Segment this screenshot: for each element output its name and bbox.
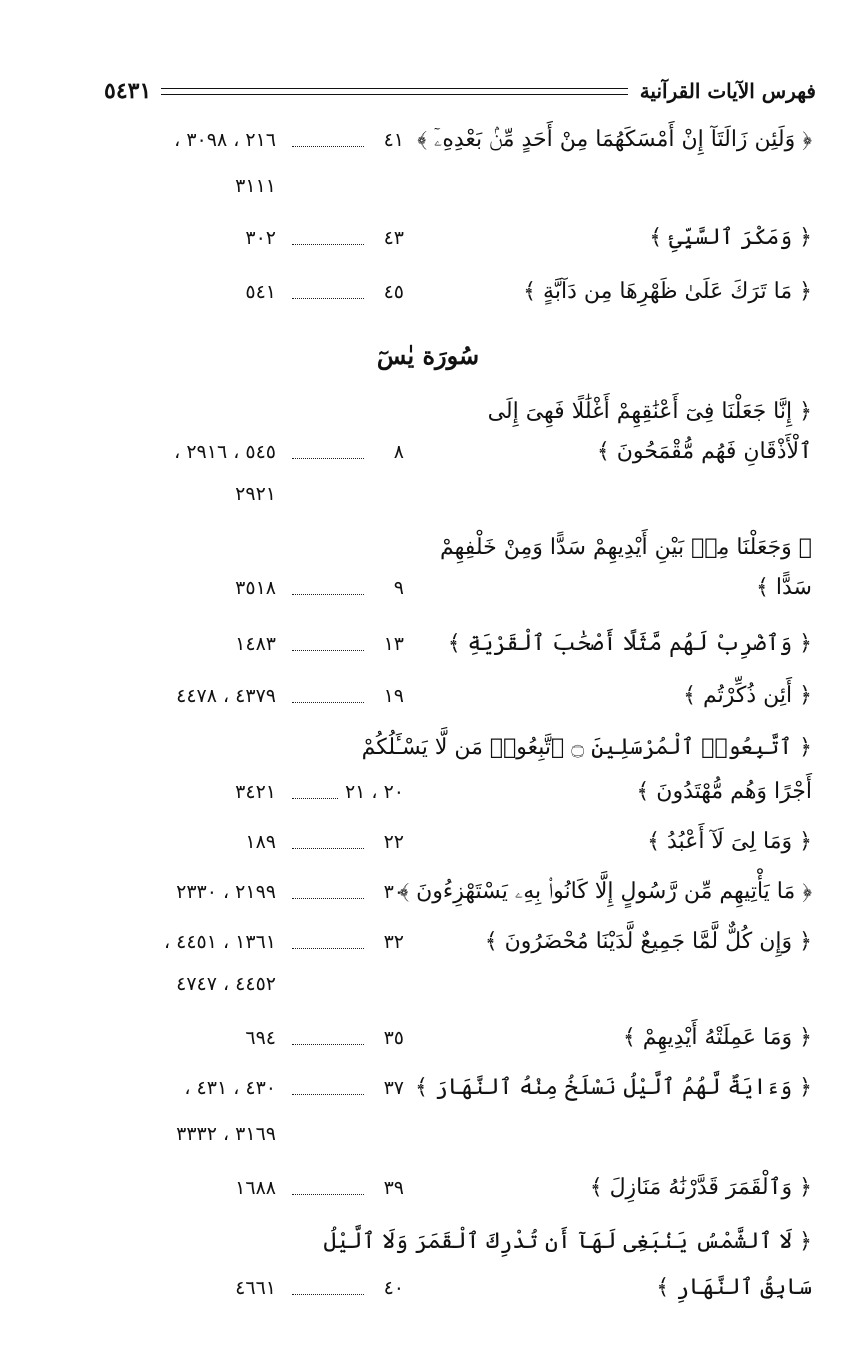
ayah-text: ﴿ وَٱلْقَمَرَ قَدَّرْنَٰهُ مَنَازِلَ ﴾ [589, 1175, 812, 1200]
index-entry-continuation [0, 772, 856, 812]
verse-number: ٤٠ [383, 1277, 404, 1299]
reference-numbers: ٣١١١ [235, 175, 276, 197]
reference-numbers: ٢١٦ ، ٣٠٩٨ ، [174, 129, 276, 151]
page-number: ٥٤٣١ [104, 78, 152, 104]
leader-dots [292, 1294, 364, 1295]
verse-number: ٤٣ [383, 227, 404, 249]
index-entry [0, 676, 856, 716]
leader-dots [292, 458, 364, 459]
ayah-text: ﴿ وَمَا لِىَ لَآ أَعْبُدُ ﴾ [647, 829, 812, 854]
verse-number: ٤١ [383, 129, 404, 151]
verse-number: ٤٥ [383, 281, 404, 303]
verse-number: ٣٩ [383, 1177, 404, 1199]
reference-numbers: ٣٠٢ [245, 227, 276, 249]
ayah-text: ﴿ وَلَئِن زَالَتَآ إِنْ أَمْسَكَهُمَا مِنْ أَحَدٍ مِّنۢ بَعْدِهِۦٓ ﴾ [417, 127, 812, 152]
ayah-text: ﴿ أَئِن ذُكِّرْتُم ﴾ [683, 683, 812, 708]
verse-number: ٢٢ [383, 831, 404, 853]
index-entry-continuation [0, 432, 856, 472]
leader-dots [292, 594, 364, 595]
reference-numbers: ٤٤٥٢ ، ٤٧٤٧ [176, 973, 276, 995]
header-title: فهرس الآيات القرآنية [639, 79, 816, 103]
reference-numbers: ٤٣٧٩ ، ٤٤٧٨ [176, 685, 276, 707]
reference-numbers: ٢١٩٩ ، ٢٣٣٠ [176, 881, 276, 903]
ayah-text: ﴿ وَإِن كُلٌّ لَّمَّا جَمِيعٌ لَّدَيْنَا مُحْضَرُونَ ﴾ [484, 929, 812, 954]
ayah-text-continuation: سَابِقُ ٱلنَّهَارِ ﴾ [656, 1275, 812, 1300]
verse-number: ٩ [393, 577, 404, 599]
index-entry [0, 218, 856, 258]
reference-numbers: ٥٤١ [245, 281, 276, 303]
index-entry [0, 120, 856, 160]
index-entry [0, 272, 856, 312]
leader-dots [292, 898, 364, 899]
leader-dots [292, 298, 364, 299]
reference-numbers: ٦٩٤ [245, 1027, 276, 1049]
verse-number: ٣٢ [383, 931, 404, 953]
leader-dots [292, 702, 364, 703]
reference-numbers: ٤٦٦١ [235, 1277, 276, 1299]
ayah-text-continuation: سَدًّا ﴾ [756, 575, 812, 600]
reference-numbers: ١٨٩ [245, 831, 276, 853]
leader-dots [292, 848, 364, 849]
ayah-text: ﴿ وَجَعَلْنَا مِنۢ بَيْنِ أَيْدِيهِمْ سَدًّا وَمِنْ خَلْفِهِمْ [439, 535, 812, 560]
index-entry-continuation [0, 474, 856, 514]
reference-numbers: ٤٣٠ ، ٤٣١ ، [184, 1077, 276, 1099]
index-entry [0, 392, 856, 432]
index-entry [0, 822, 856, 862]
reference-numbers: ٢٩٢١ [235, 483, 276, 505]
ayah-text: ﴿ إِنَّا جَعَلْنَا فِىٓ أَعْنَٰقِهِمْ أَغْلَٰلًا فَهِىَ إِلَى [487, 399, 812, 424]
verse-number: ٣٧ [383, 1077, 404, 1099]
ayah-text: ﴿ وَءَايَةٌ لَّهُمُ ٱلَّيْلُ نَسْلَخُ مِنْهُ ٱلنَّهَارَ ﴾ [415, 1075, 812, 1100]
surah-title: سُورَة يٰسٓ [376, 341, 480, 370]
verse-number: ٣٠ [383, 881, 404, 903]
leader-dots [292, 1044, 364, 1045]
ayah-text-continuation: أَجْرًا وَهُم مُّهْتَدُونَ ﴾ [636, 779, 812, 804]
index-entry [0, 1068, 856, 1108]
leader-dots [292, 146, 364, 147]
verse-number: ٨ [393, 441, 404, 463]
index-entry-continuation [0, 568, 856, 608]
reference-numbers: ١٦٨٨ [235, 1177, 276, 1199]
ayah-text: ﴿ وَمَكْرَ ٱلسَّيِّئِ ﴾ [649, 225, 812, 250]
reference-numbers: ٣٤٢١ [235, 781, 276, 803]
index-entry [0, 1168, 856, 1208]
verse-number: ٢٠ ، ٢١ [344, 781, 404, 803]
ayah-text: ﴿ وَمَا عَمِلَتْهُ أَيْدِيهِمْ ﴾ [622, 1025, 812, 1050]
index-entry [0, 922, 856, 962]
reference-numbers: ٣١٦٩ ، ٣٣٣٢ [176, 1123, 276, 1145]
verse-number: ١٩ [383, 685, 404, 707]
index-entry [0, 728, 856, 768]
leader-dots [292, 1094, 364, 1095]
verse-number: ١٣ [383, 633, 404, 655]
ayah-text: ﴿ ٱتَّبِعُوا۟ ٱلْمُرْسَلِينَ ۝ ٱتَّبِعُوا۟ مَن لَّا يَسْـَٔلُكُمْ [361, 735, 812, 760]
leader-dots [292, 650, 364, 651]
header-rule [161, 88, 627, 95]
reference-numbers: ٥٤٥ ، ٢٩١٦ ، [174, 441, 276, 463]
leader-dots [292, 1194, 364, 1195]
ayah-text: ﴿ وَٱضْرِبْ لَهُم مَّثَلًا أَصْحَٰبَ ٱلْقَرْيَةِ ﴾ [447, 631, 812, 656]
ayah-text: ﴿ مَا تَرَكَ عَلَىٰ ظَهْرِهَا مِن دَآبَّةٍ ﴾ [523, 279, 812, 304]
index-entry-continuation [0, 166, 856, 206]
reference-numbers: ١٤٨٣ [235, 633, 276, 655]
leader-dots [292, 244, 364, 245]
reference-numbers: ١٣٦١ ، ٤٤٥١ ، [163, 931, 276, 953]
index-entry-continuation [0, 1268, 856, 1308]
index-entry [0, 872, 856, 912]
ayah-text: ﴿ مَا يَأْتِيهِم مِّن رَّسُولٍ إِلَّا كَانُوا۟ بِهِۦ يَسْتَهْزِءُونَ ﴾ [399, 879, 812, 904]
leader-dots [292, 798, 338, 799]
index-entry [0, 1222, 856, 1262]
ayah-text-continuation: ٱلْأَذْقَانِ فَهُم مُّقْمَحُونَ ﴾ [596, 439, 812, 464]
index-entry-continuation [0, 1114, 856, 1154]
page-header [104, 74, 816, 108]
leader-dots [292, 948, 364, 949]
verse-number: ٣٥ [383, 1027, 404, 1049]
index-entry [0, 1018, 856, 1058]
index-entry [0, 624, 856, 664]
ayah-text: ﴿ لَا ٱلشَّمْسُ يَنۢبَغِى لَهَآ أَن تُدْرِكَ ٱلْقَمَرَ وَلَا ٱلَّيْلُ [323, 1229, 812, 1254]
index-entry [0, 528, 856, 568]
index-entry-continuation [0, 964, 856, 1004]
reference-numbers: ٣٥١٨ [235, 577, 276, 599]
